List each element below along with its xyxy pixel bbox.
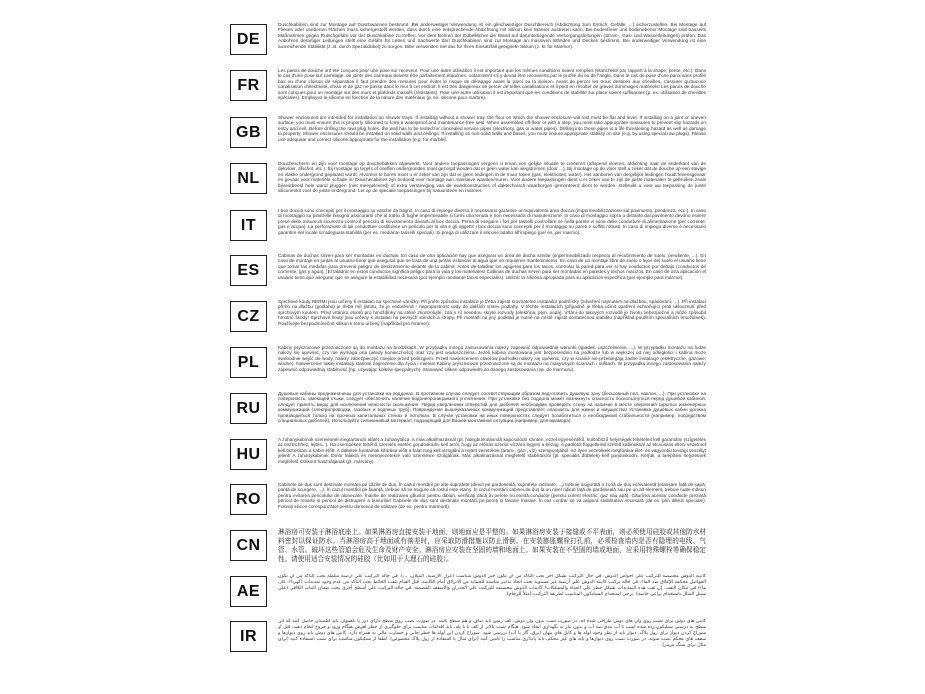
- language-code-badge: FR: [230, 70, 267, 101]
- language-row-de: [230, 22, 706, 62]
- language-code-badge: RO: [230, 484, 267, 515]
- language-instruction-text: I box doccia sono concepiti per il montaggio su vasche da bagno. In caso di impiego diverso è necessario garantire un'equivalente area doccia (impermeabilizzazione sul pavimento, pendenza, ecc.). In caso di montaggio su piastrelle bisogna assicurarsi che al trafilo di fughe impermeabile si formi una tenuta e non necessaria di manutenzione. In caso di montaggio sopra o distante dal pavimento devono essere prese delle misure di sicurezza contro il pericolo di scivolamento davanti al box doccia. Prima di eseguire i fori per tasselli controllare se nella parete vi sono delle condutture di alimentazione (per corrente, gas e acqua). La perforazione di tali condutture costituisce un pericolo per la vita e gli oggetti! I box doccia sono concepiti per il montaggio su pareti e soffitti robusti. In caso di impiego diverso è necessario garantire nel locale un'adeguata stabilità (per es. mediante tasselli speciali). Si prega di utilizzare il silicone adatto all'impiego (per es. per marmo).: [278, 208, 706, 235]
- language-code-badge: CN: [230, 530, 267, 561]
- language-code-badge: RU: [230, 393, 267, 424]
- language-code-badge: NL: [230, 163, 267, 194]
- language-row-hu: [230, 437, 706, 477]
- language-code-badge: GB: [230, 117, 267, 148]
- language-code-badge: HU: [230, 439, 267, 470]
- language-instruction-text: Shower enclosures are intended for installation on shower trays. If installing without a shower tray, the floor on which the shower enclosure will rest must be flat and level. If installing on a joint or uneven surface, you must ensure this is properly siliconed to form a waterproof and maintenance-free seal. When assembled off-floor or with a step, you must take appropriate measures to prevent slip hazards on entry and exit. Before drilling the rawl plug holes, the wall has to be tested for concealed service pipes (electricity, gas or water pipes). Drilling into these pipes is a life threatening hazard as well as damage to property. Shower enclosures should be installed on solid walls and ceilings. If installing on non-solid walls and bases, you must ensure appropriate stability on site (e.g. by using special raw plugs). Please use adequate and correct silicone appropriate for the installation (e.g. for marble).: [278, 115, 706, 142]
- language-row-cz: [230, 299, 706, 339]
- language-row-it: [230, 208, 706, 248]
- language-code-badge: ES: [230, 255, 267, 286]
- language-instruction-text: Cabinas de duchas sirven para ser montadas en duchas. En caso de otra aplicación hay que asegurar un área de ducha similar (impermeabilizado respecto al recubrimiento de suelo, pendiente, ...). En caso de montaje en juntas al usuario tiene que asegurar que se trata de una juntas estancas al agua que no requieren mantenimiento. En caso de un montaje libre de suelo o lejos del suelo el usuario tiene que tomar las medidas para prevenir peligro de deslizamiento delante de la cabina. Antes de taladrar los agujeros para los tacos, controlar la pared para ver si hay conductos por debajo (conductos de corriente, gas y agua). ¡El taladrar en estos conductos significa peligro para la vida y los materiales! Cabinas de duchas sirven para ser montadas en paredes y techos macizos. En caso de otra aplicación el usuario tiene que asegurar que se asegure la estabilidad necesaria (por ejemplo mediante tacos especiales). Utilizar la silicona apropiada para su aplicación específica (por ejemplo para mármol).: [278, 253, 706, 280]
- language-row-fr: [230, 68, 706, 112]
- language-instruction-text: Sprchové kouty KERMI jsou určeny k instalaci na sprchové vaničky. Při jiném způsobu instalace je třeba zajistit srovnatelné instalační podmínky (zdvoření najmutém na dlažbou, spádování, ...). Při instalaci přímo na dlažbu (podlahu) je třeba mít jistotu, že je vodotěsná - nepropustnost vody do dalších vrstev podlahy. V těchto instalacích (připadně je třeba učinit opatření ochraňující proti uklouznutí před sprchovým koutem. Před vrtáním otvorů pro hmoždinky na stěně zkontrolujte, zda v ní nevedou skryté rozvody (elektřina, plyn, voda). Vrtání do takových rozvodů je životu nebezpečné a může způsobit hmotné škody! Sprchové kouty jsou určeny k instalaci na pevných stěnách a stropy. Při montáži na jiný podklad je nutné na místě zajistit dostatečnou stabilitu (například použitím speciálních hmoždinek). Používejte bezpodmínečně silikon k tomu určený (například pro mramor).: [278, 299, 706, 326]
- language-code-badge: AE: [230, 576, 267, 607]
- language-row-es: [230, 253, 706, 294]
- language-row-cn: [230, 528, 706, 564]
- language-instruction-text: 淋浴房可安装于淋浴底座上。如果淋浴房直接安装于地面，则地面应是平整的。如果淋浴房安装于接缝或不平表面，则必须使用硅胶或其他防水材料密封以保证防水。当淋浴房高于地面或有落差时，应采取防滑措施以防止滑倒。在安装膨胀螺栓打孔前，必须检查墙内是否有隐埋的电线、气管、水管。破坏这些管道会危及生命及财产安全。淋浴房应安装在坚固的墙和地面上。如果安装在不坚固的墙或地面，应采用特殊螺栓等确保稳定性。请使用适合安装情况的硅胶（比如用于大理石的硅胶）。: [278, 528, 706, 563]
- language-row-ir: [230, 619, 706, 664]
- language-row-ae: [230, 574, 706, 610]
- language-instruction-text: Douchescherm en zijn voor montage op douchebakken afgewerkt. Voor andere toepassingen vergeen u ervan een gelijke situatie te creëeren (aflopend vloeren, afdichting naar de onderkant van de dekvloer, afschot, etc.). Bij montage op tegels of oneffen ondergronden moet gezorgd worden dat er geen water kan wegstromen (door ...). Bij montage op de vloer stelt u zeker dat de douche op een stevige en vlakke ondergrond geplaatst wordt. Alvorens te boren moet u er zeker van zijn dat er geen leidingen in de muur lopen (gas, elektriciteit, water). Het aanboren van dergelijke leidingen houdt levensgevaar en gevaar voor materiële schade in! Douchecabines zijn bedoeld voor montage aan massieve wanden/muren. Voor andere toepassingen dient u er zeker van te zijn de juiste materialen te gebruiken zoals bijvoorbeeld hele wand pluggen (niet meegeleverd) of extra versteviging van de wandconstructies of daktechnisch waarborgen gemonteerd dient te worden. Gebruikt u voor uw toepassing de juiste siliconenkit voor de juiste ondergrond. Let op de speciale toepassingen bij natuursteen en marmer.: [278, 161, 706, 194]
- language-instruction-text: كابينة الدوش مخصصة للتركيب على أحواض الدوش. في حال التركيب بشكل آخر يجب التأكد من أن يكون حيز الدوش متناسب (عزل الأرضية، الميلان، ...). في حالة التركيب على أرضية مبلطة يجب التأكد من أن تكون الفواصل محكمة الإغلاق ضد الماء. في حالة تركيب كابينة الدوش على أرضية غير مستوية يجب اتخاذ تدابير مناسبة للحماية من الانزلاق أمام الكابينة. قبل القيام بثقب الحائط يجب التأكد من عدم وجود تمديدات (كهرباء، غاز، ماء) في مكان الثقب. إن ثقب هذه التمديدات يشكل خطر على الحياة والممتلكات! كابينات الدوش مخصصة للتركيب على الجدران والأسقف المصمتة. في حالة التركيب على أسطح أخرى يجب ضمان الثبات الكافي (على سبيل المثال باستخدام براغي خاصة). يرجى استخدام السيليكون المناسب لطريقة التركيب (مثلاً للرخام).: [278, 574, 706, 598]
- language-row-ru: [230, 391, 706, 432]
- language-code-badge: IT: [230, 210, 267, 241]
- language-code-badge: PL: [230, 347, 267, 378]
- language-row-ro: [230, 482, 706, 522]
- language-code-badge: IR: [230, 621, 267, 652]
- language-instruction-text: Les parois de douche ont été conçues pour une pose sur receveur. Pour une autre utilisation il est important que les mêmes conditions soient remplies (étanchéité par rapport à la chape, pente, etc.). Dans le cas d'une pose sur carrelage, de joints des carreaux doivent être parfaitement étanches, notamment s'il y devait être recouverts par le profilé du ou de l'angle. Dans le cas de pose d'une paroi sans profilé bas ou d'une cloison de séparation il faut prendre des mesures pour éviter le risque de dérapage avant la paroi ou la cloison. Avant de percer les trous destinés aux chevilles, s'assurer qu'aucune canalisation d'électricité, d'eau et de gaz ne passe dans le mur à cet endroit. Il est très dangereux de percer de telles canalisations et il peut en résulter de graves dommages matériels! Les parois de douche sont conçues pour un montage sur des murs et plafonds massifs (résistants). Pour une autre utilisation il est important que les conditions de stabilité sur place soient suffisantes (p. ex. utilisation de chevilles spéciales). Employez le silicone en fonction de la nature des matériaux (p. ex. silicone pour marbre).: [278, 68, 706, 101]
- language-code-badge: CZ: [230, 301, 267, 332]
- language-row-gb: [230, 115, 706, 155]
- language-instruction-text: Kabiny prysznicowe przeznaczone są do montażu na brodzikach. W przypadku innego zastosowania należy zapewnić odpowiednie warunki (spadek, uszczelnienie, ...). W przypadku montażu na fudze należy się upewnić, czy nie wymaga ona (wtedy konieczności) oraz czy jest wodoszczelna. Jeżeli kabina montowana jest bezpośrednio na podłodze lub w większej od niej odległości i kabina może swobodnie wejść do wody, należy zabezpieczyć miejsce przed poślizgiem. Przed nawierceniem otworów pod kołki należy się upewnić, czy w ścianie nie przebiegają żadne instalacje (elektryczne, gazowe, wodne). Nawiercenie takiej instalacji stanowi zagrożenie dla życia i mienia! Kabiny prysznicowe przeznaczone są do montażu na masywnych ścianach i sufitach. W przypadku innego zastosowania należy zapewnić odpowiednią stabilność (np. używając kołków specjalnych). Stosować silikon odpowiedni do danego zastosowania (np. do marmuru).: [278, 345, 706, 372]
- language-instruction-text: Duschkabinen sind zur Montage auf Duschwannen bestimmt. Bei anderweitiger Verwendung ist ein gleichwertiger Duschbereich (Abdichtung zum Estrich, Gefälle, ...) sicherzustellen. Bei Montage auf Fliesen oder unebenen Flächen muss sichergestellt werden, dass durch eine entsprechende Abdichtung mit Silikon kein Wasser austreten kann. Bei bodenfreier und bodenebener Montage sind bauseits Maßnahmen gegen Rutschgefahr vor der Duschkabine zu treffen. Vor dem Bohren der Dübellöcher die Wand auf darunterliegende Versorgungsleitungen (Strom-, Gas- und Wasserleitungen) prüfen. Das Anbohren derartiger Leitungen stellt eine Gefahr für Leben und Sachwerte dar! Duschkabinen sind zur Montage an massiven Wänden und Decken bestimmt. Bei anderweitiger Verwendung ist eine ausreichende Stabilität (z. B. durch Spezialdübel) zu sorgen. Bitte verwenden Sie das für Ihren Einsatzfall geeignete Silikon (z. B. für Marmor).: [278, 22, 706, 49]
- language-row-nl: [230, 161, 706, 205]
- language-instruction-text: Душевые кабины предназначены для установки на поддонах. В противном случае следует соответствующим образом подготовить душевую зону (бесшовный пол, наклон, ...). При установке на поверхность, имеющей стыки, следует обеспечить наличие водонепроницаемого уплотнения. При установке без поддона может возникнуть опасность поскользнуться перед душевой кабиной, следует принять меры для исключения опасности скольжения. Перед сверлением отверстий для дюбелей необходимо проверить стену на наличие в месте сверления скрытых инженерных коммуникаций (электропроводки, газовых и водяных труб). Повреждение вышеуказанных коммуникаций представляет опасность для жизни и имущества! Установка душевых кабин должна производиться только на прочных капитальных стенах и потолках. В случае установки на иных поверхностях следует позаботиться о необходимой стабильности (например, посредством специальных дюбелей). Используйте силиконовый материал, подходящий для Вашей монтажной ситуации (например, для мрамора).: [278, 391, 706, 424]
- language-row-pl: [230, 345, 706, 385]
- language-code-badge: DE: [230, 24, 267, 55]
- language-instruction-text: کابین های دوش برای نصب روی وان های دوش طراحی شده اند. در صورت نصب بدون وان دوش، کف زمین باید صاف و هم سطح باشد. در صورت نصب روی سطح دارای درز یا ناهموار، باید اطمینان حاصل کنید که این سطح به درستی سیلیکون زده شده است تا آب بندی ضد آب و بدون نیاز به نگهداری ایجاد شود. هنگام نصب بالاتر از کف یا با پله، باید اقدامات مناسب برای جلوگیری از خطر لغزش هنگام ورود و خروج انجام دهید. قبل از سوراخ کردن دیوار برای رول پلاک، دیوار باید از نظر وجود لوله ها و کابل های پنهان (برق، گاز یا آب) بررسی شود. سوراخ کردن این لوله ها خطر جانی و خسارت مالی به همراه دارد. کابین های دوش باید روی دیوارها و سقف های محکم نصب شوند. در صورت نصب روی دیوارها و پایه های غیر محکم، باید پایداری مناسب را تامین کنید (برای مثال با استفاده از رول پلاک مخصوص). لطفا از سیلیکون مناسب برای نصب استفاده کنید (برای مثال برای سنگ مرمر).: [278, 619, 706, 649]
- language-instruction-text: Cabinele de duș sunt destinate montării pe căzile de duș. În cazul montării pe alte suprafețe (direct pe pardoseală, suprafețe inclinate, ...) trebuie asigurată o zonă de duș echivalentă (etanșare față de șapă, pantă de scurgere, ...). În cazul montării pe faianță, trebuie să se asigure că rostul este etanș. În cazul montării cabinei de duș la un nivel ridicat față de pardoseală sau pe un alt element, trebuie luate măsuri pentru evitarea pericolului de alunecare. Înainte de realizarea găurilor pentru dibluri, verificați dacă în perete nu există conducte (pentru curent electric, gaz sau apă). Găurirea acestor conducte prezintă pericol de moarte și pericol de distrugere a bunurilor! Cabinele de duș sunt destinate montării pe pereți și tavane masive. În caz contrar se va asigura stabilitatea necesară (de ex. prin dibluri speciale). Folosiți silicon corespunzător pentru domeniul de utilizare (de ex. pentru marmură).: [278, 482, 706, 509]
- language-instruction-text: A zuhanykabinok szerelésnél megtartandó alátét a zuhanytálca. A más alkalmazásnál (pl. hidegburkolásnál) kapcsolódó szinten, ezzel egyenértékű, különböző helyiségek feltételeit kell garantálni (szigetelés az esztrichhez, lejtés...). Ha csempéken történő szerelés esetén gondoskodni kell arról, hogy az előírás szerint vízzáró legyen a hézag. A padlótól függetlenül szerelt kabinoknál az elcsúszás elleni védelmet kell biztosítani a kabin előtt. A dübelek furatainak kifúrása előtt a falat meg kell vizsgálni a rejtett vezetékek (áram-, gáz-, víz) szempontjából. Az ilyen vezetékek megfúrása élet- és vagyonbiztonsági veszélyt jelent! A zuhanykabinok tömör falakra és mennyezetekre való szerelésre szolgálnak. Más alkalmazásnál megfelelő stabilitásról (pl. speciális dübelek) kell gondoskodni. Kérjük, a beépítési helyzetnek megfelelő szilikont használjanak (pl. márvány).: [278, 437, 706, 464]
